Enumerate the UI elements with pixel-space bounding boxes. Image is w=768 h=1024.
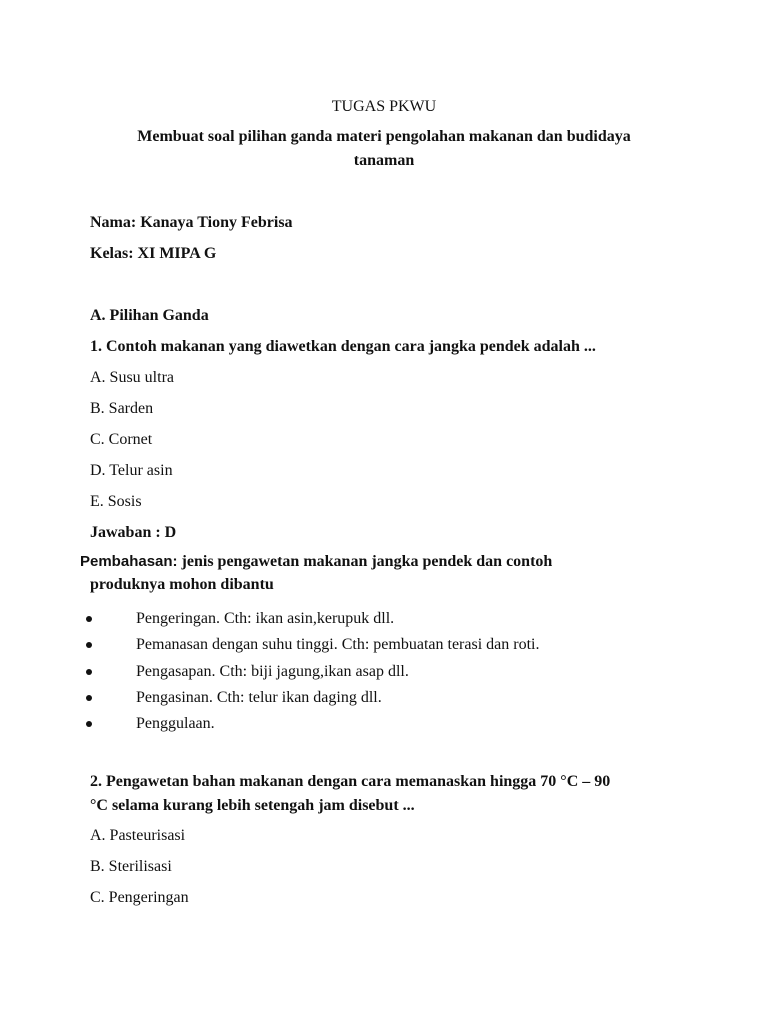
bullet-icon bbox=[86, 695, 92, 701]
q2-option-c: C. Pengeringan bbox=[90, 889, 189, 906]
q1-explanation-line2: produknya mohon dibantu bbox=[90, 576, 274, 593]
bullet-item: Pengasapan. Cth: biji jagung,ikan asap dll. bbox=[136, 663, 409, 680]
bullet-item: Pemanasan dengan suhu tinggi. Cth: pembuatan terasi dan roti. bbox=[136, 636, 540, 653]
student-class: Kelas: XI MIPA G bbox=[90, 245, 217, 262]
q1-option-d: D. Telur asin bbox=[90, 462, 173, 479]
bullet-icon bbox=[86, 669, 92, 675]
bullet-item: Pengasinan. Cth: telur ikan daging dll. bbox=[136, 689, 382, 706]
explanation-label: Pembahasan: bbox=[80, 553, 178, 570]
question-2-line2: °C selama kurang lebih setengah jam disebut ... bbox=[90, 797, 415, 814]
question-2-line1: 2. Pengawetan bahan makanan dengan cara memanaskan hingga 70 °C – 90 bbox=[90, 773, 611, 790]
q2-option-a: A. Pasteurisasi bbox=[90, 827, 186, 844]
bullet-item: Penggulaan. bbox=[136, 715, 215, 732]
bullet-icon bbox=[86, 616, 92, 622]
q1-option-b: B. Sarden bbox=[90, 400, 154, 417]
document-title: TUGAS PKWU bbox=[331, 98, 437, 115]
bullet-item: Pengeringan. Cth: ikan asin,kerupuk dll. bbox=[136, 610, 395, 627]
student-name: Nama: Kanaya Tiony Febrisa bbox=[90, 214, 293, 231]
question-1: 1. Contoh makanan yang diawetkan dengan cara jangka pendek adalah ... bbox=[90, 338, 596, 355]
q1-explanation-line1 bbox=[80, 552, 552, 572]
document-subtitle-line1: Membuat soal pilihan ganda materi pengolahan makanan dan budidaya bbox=[137, 128, 631, 145]
q1-option-e: E. Sosis bbox=[90, 493, 142, 510]
explanation-text: jenis pengawetan makanan jangka pendek dan contoh bbox=[177, 553, 553, 570]
q2-option-b: B. Sterilisasi bbox=[90, 858, 172, 875]
document-subtitle-line2: tanaman bbox=[353, 152, 415, 169]
section-heading: A. Pilihan Ganda bbox=[90, 307, 209, 324]
q1-option-a: A. Susu ultra bbox=[90, 369, 174, 386]
q1-option-c: C. Cornet bbox=[90, 431, 153, 448]
bullet-icon bbox=[86, 642, 92, 648]
q1-answer: Jawaban : D bbox=[90, 524, 177, 541]
bullet-icon bbox=[86, 721, 92, 727]
